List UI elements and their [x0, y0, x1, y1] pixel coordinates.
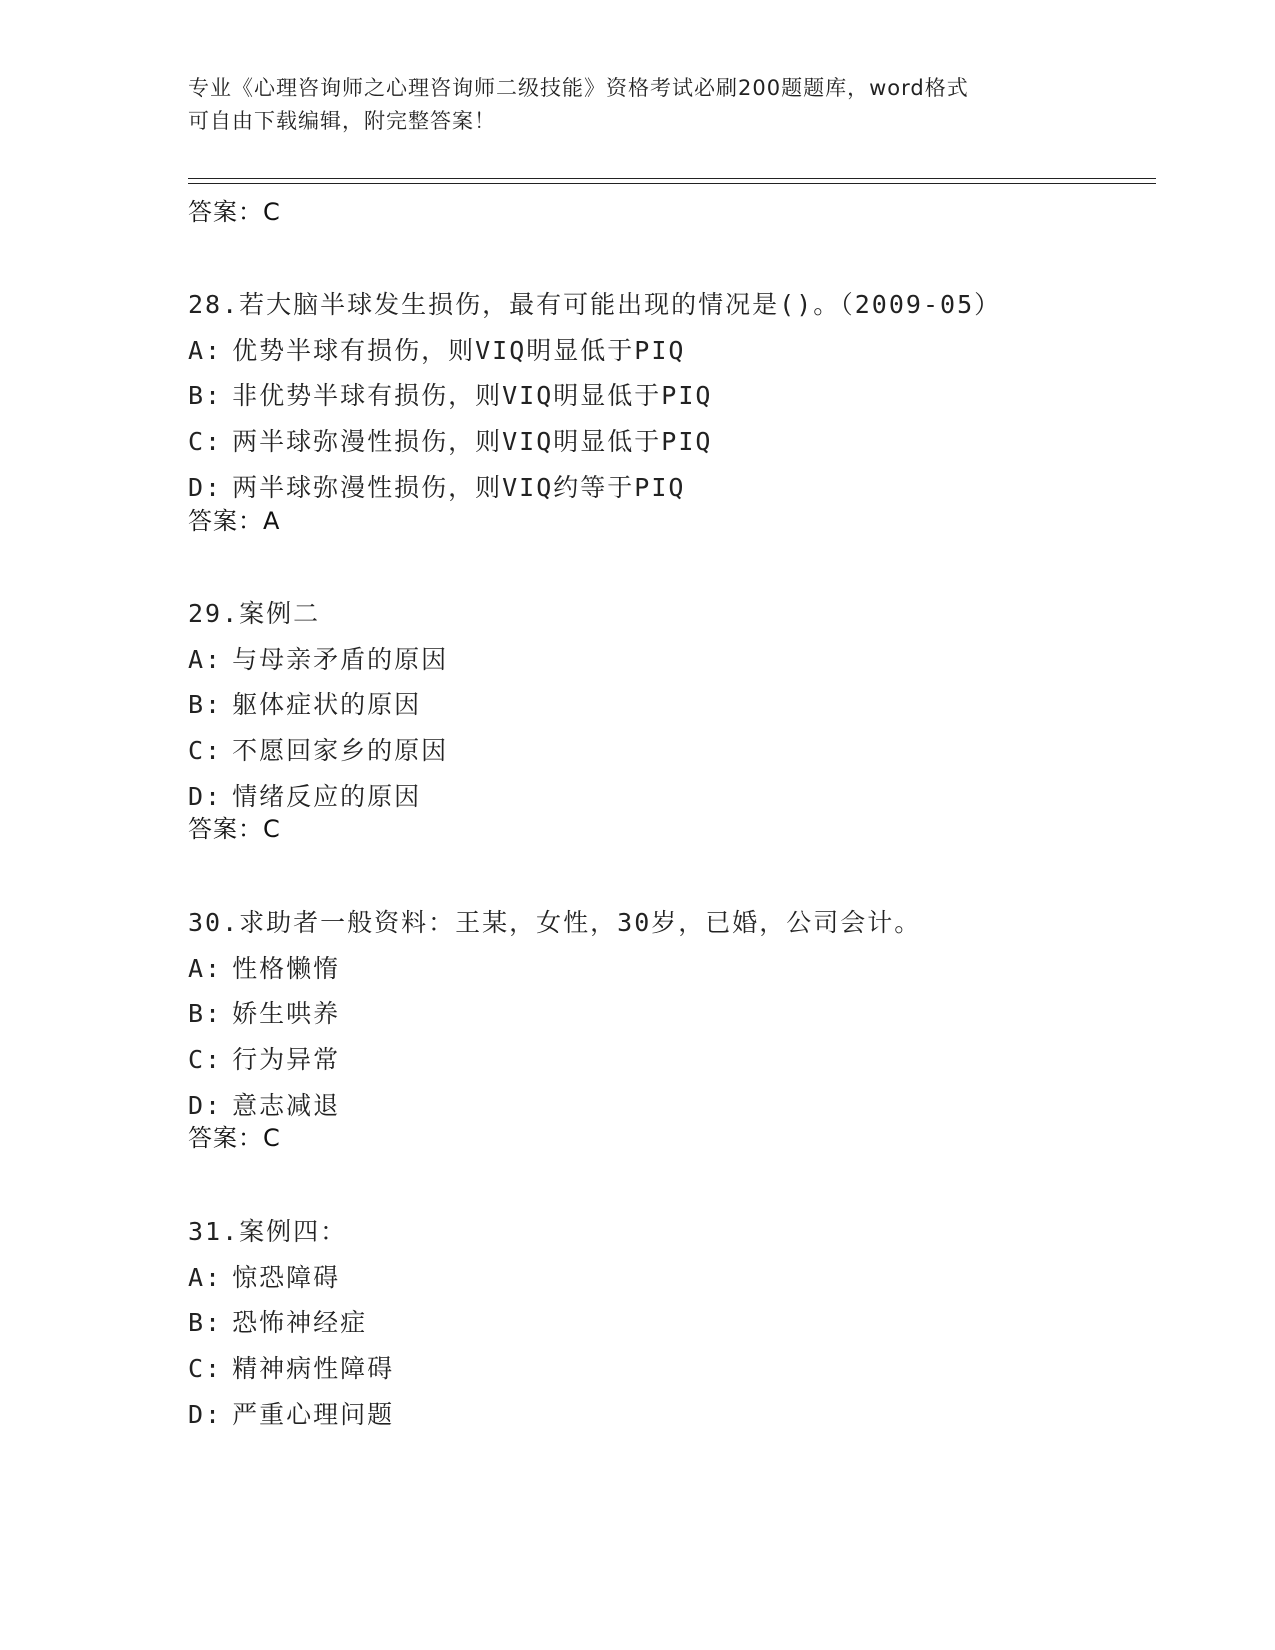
question-stem: [188, 1209, 394, 1255]
option-a: [188, 637, 448, 683]
option-letter: A:: [188, 1262, 223, 1292]
option-text: 严重心理问题: [232, 1399, 395, 1429]
option-letter: A:: [188, 644, 223, 674]
question-30: [188, 900, 921, 1128]
option-letter: A:: [188, 953, 223, 983]
answer-29: 答案：C: [188, 815, 281, 843]
option-d: [188, 465, 1001, 511]
option-letter: C:: [188, 736, 223, 766]
option-letter: B:: [188, 381, 223, 411]
question-text: 案例二: [239, 599, 321, 628]
option-text: 意志减退: [232, 1090, 341, 1120]
answer-prev: 答案：C: [188, 198, 281, 226]
option-b: [188, 1300, 394, 1346]
option-text: 非优势半球有损伤，则VIQ明显低于PIQ: [232, 381, 713, 411]
option-letter: D:: [188, 1399, 223, 1429]
option-b: [188, 682, 448, 728]
option-text: 恐怖神经症: [232, 1308, 368, 1338]
question-number: 30.: [188, 908, 240, 937]
option-a: [188, 1255, 394, 1301]
question-text: 求助者一般资料：王某，女性，30岁，已婚，公司会计。: [239, 908, 922, 937]
option-text: 不愿回家乡的原因: [232, 736, 449, 766]
option-c: [188, 1037, 921, 1083]
question-text: 案例四：: [239, 1217, 348, 1246]
header-divider-bottom: [188, 183, 1156, 184]
option-c: [188, 728, 448, 774]
option-text: 精神病性障碍: [232, 1354, 395, 1384]
question-stem: [188, 591, 448, 637]
header-line-2: 可自由下载编辑，附完整答案！: [188, 109, 496, 133]
question-text: 若大脑半球发生损伤，最有可能出现的情况是()。（2009-05）: [239, 290, 1002, 319]
option-letter: B:: [188, 690, 223, 720]
option-text: 两半球弥漫性损伤，则VIQ约等于PIQ: [232, 472, 686, 502]
option-text: 性格懒惰: [232, 953, 341, 983]
header-line-1: 专业《心理咨询师之心理咨询师二级技能》资格考试必刷200题题库，word格式: [188, 76, 969, 100]
option-letter: D:: [188, 1090, 223, 1120]
question-number: 29.: [188, 599, 240, 628]
option-c: [188, 419, 1001, 465]
option-letter: D:: [188, 781, 223, 811]
option-b: [188, 373, 1001, 419]
option-a: [188, 328, 1001, 374]
option-letter: A:: [188, 335, 223, 365]
question-31: [188, 1209, 394, 1437]
option-d: [188, 1083, 921, 1129]
question-29: [188, 591, 448, 819]
question-stem: [188, 900, 921, 946]
option-text: 娇生哄养: [232, 999, 341, 1029]
option-text: 两半球弥漫性损伤，则VIQ明显低于PIQ: [232, 427, 713, 457]
option-c: [188, 1346, 394, 1392]
option-b: [188, 991, 921, 1037]
option-letter: B:: [188, 1308, 223, 1338]
option-letter: D:: [188, 472, 223, 502]
option-text: 情绪反应的原因: [232, 781, 422, 811]
answer-30: 答案：C: [188, 1124, 281, 1152]
question-number: 31.: [188, 1217, 240, 1246]
question-28: [188, 282, 1001, 510]
header-divider-top: [188, 178, 1156, 179]
option-letter: C:: [188, 1354, 223, 1384]
option-letter: C:: [188, 1045, 223, 1075]
option-letter: B:: [188, 999, 223, 1029]
question-number: 28.: [188, 290, 240, 319]
document-header: [188, 72, 1088, 138]
option-a: [188, 946, 921, 992]
question-stem: [188, 282, 1001, 328]
option-text: 行为异常: [232, 1045, 341, 1075]
answer-28: 答案：A: [188, 507, 281, 535]
option-d: [188, 1392, 394, 1438]
option-text: 与母亲矛盾的原因: [232, 644, 449, 674]
option-text: 优势半球有损伤，则VIQ明显低于PIQ: [232, 335, 686, 365]
option-text: 惊恐障碍: [232, 1262, 341, 1292]
option-letter: C:: [188, 427, 223, 457]
option-text: 躯体症状的原因: [232, 690, 422, 720]
